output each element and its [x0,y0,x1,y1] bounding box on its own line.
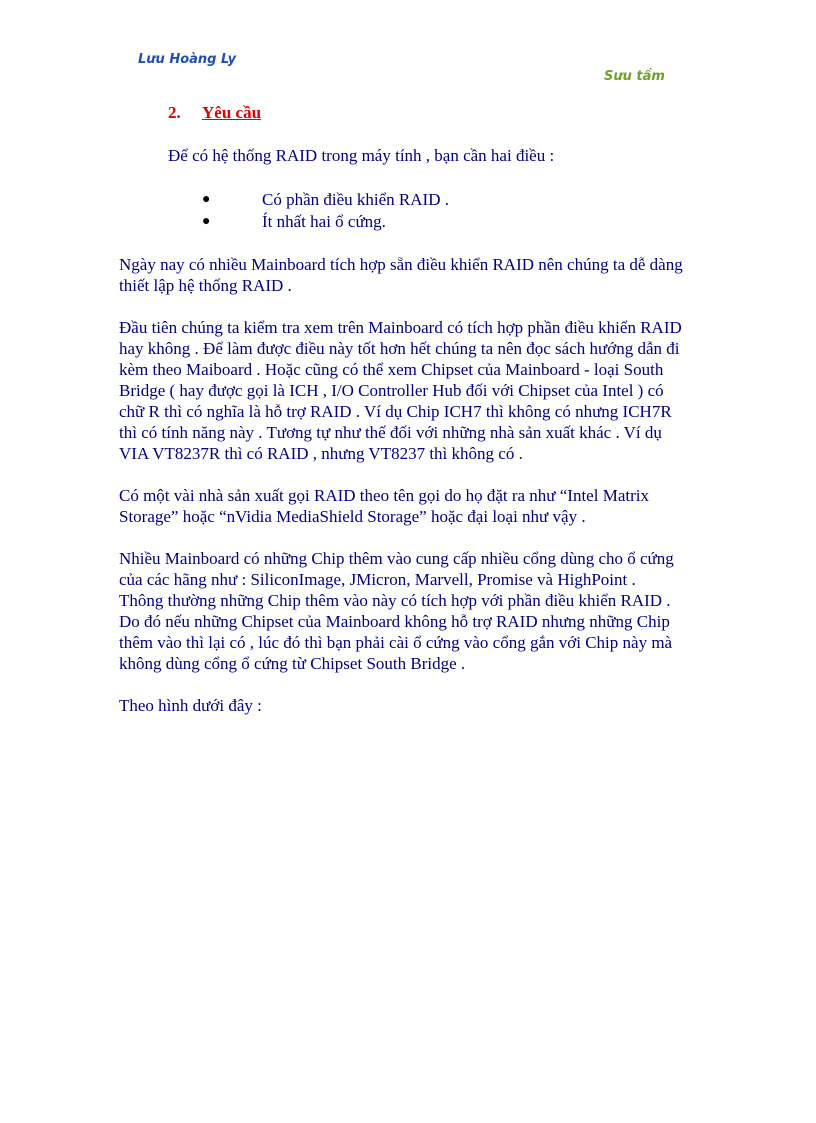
requirements-list [200,189,449,233]
list-item-text: Ít nhất hai ổ cứng. [262,212,386,231]
paragraph-check-controller [119,317,719,464]
paragraph-motherboard [119,254,719,296]
text-line: VIA VT8237R thì có RAID , nhưng VT8237 thì không có . [119,444,523,463]
section-heading [168,103,261,123]
text-line: Có một vài nhà sản xuất gọi RAID theo tên gọi do họ đặt ra như “Intel Matrix [119,486,649,505]
text-line: Nhiều Mainboard có những Chip thêm vào cung cấp nhiều cổng dùng cho ổ cứng [119,549,674,568]
intro-text: Để có hệ thống RAID trong máy tính , bạn cần hai điều : [168,146,555,165]
text-line: Thông thường những Chip thêm vào này có tích hợp với phần điều khiển RAID . [119,591,671,610]
list-item [200,189,449,211]
text-line: không dùng cổng ổ cứng từ Chipset South Bridge . [119,654,466,673]
text-line: Đầu tiên chúng ta kiểm tra xem trên Mainboard có tích hợp phần điều khiển RAID [119,318,682,337]
text-line: chữ R thì có nghĩa là hỗ trợ RAID . Ví dụ Chip ICH7 thì không có nhưng ICH7R [119,402,672,421]
bullet-icon: ● [202,214,211,229]
text-line: Theo hình dưới đây : [119,696,262,715]
list-item [200,211,449,233]
text-line: thêm vào thì lại có , lúc đó thì bạn phải cài ổ cứng vào cổng gắn với Chip này mà [119,633,673,652]
text-line: thì có tính năng này . Tương tự như thế đối với những nhà sản xuất khác . Ví dụ [119,423,662,442]
text-line: Bridge ( hay được gọi là ICH , I/O Controller Hub đối với Chipset của Intel ) có [119,381,664,400]
section-title: Yêu cầu [202,103,262,122]
header-author: Lưu Hoàng Ly [138,52,237,67]
text-line: Do đó nếu những Chipset của Mainboard không hỗ trợ RAID nhưng những Chip [119,612,670,631]
paragraph-vendor-names [119,485,719,527]
text-line: Ngày nay có nhiều Mainboard tích hợp sẵn điều khiển RAID nên chúng ta dễ dàng [119,255,683,274]
list-item-text: Có phần điều khiển RAID . [262,190,449,209]
paragraph-figure-intro [119,695,719,716]
text-line: thiết lập hệ thống RAID . [119,276,292,295]
text-line: Storage” hoặc “nVidia MediaShield Storage” hoặc đại loại như vậy . [119,507,586,526]
text-line: kèm theo Maiboard . Hoặc cũng có thể xem Chipset của Mainboard - loại South [119,360,664,379]
header-source: Sưu tầm [604,69,665,84]
bullet-icon: ● [202,192,211,207]
section-number: 2. [168,103,181,122]
text-line: của các hãng như : SiliconImage, JMicron, Marvell, Promise và HighPoint . [119,570,636,589]
body-text [119,254,719,737]
paragraph-addon-chips [119,548,719,674]
text-line: hay không . Để làm được điều này tốt hơn hết chúng ta nên đọc sách hướng dẫn đi [119,339,680,358]
